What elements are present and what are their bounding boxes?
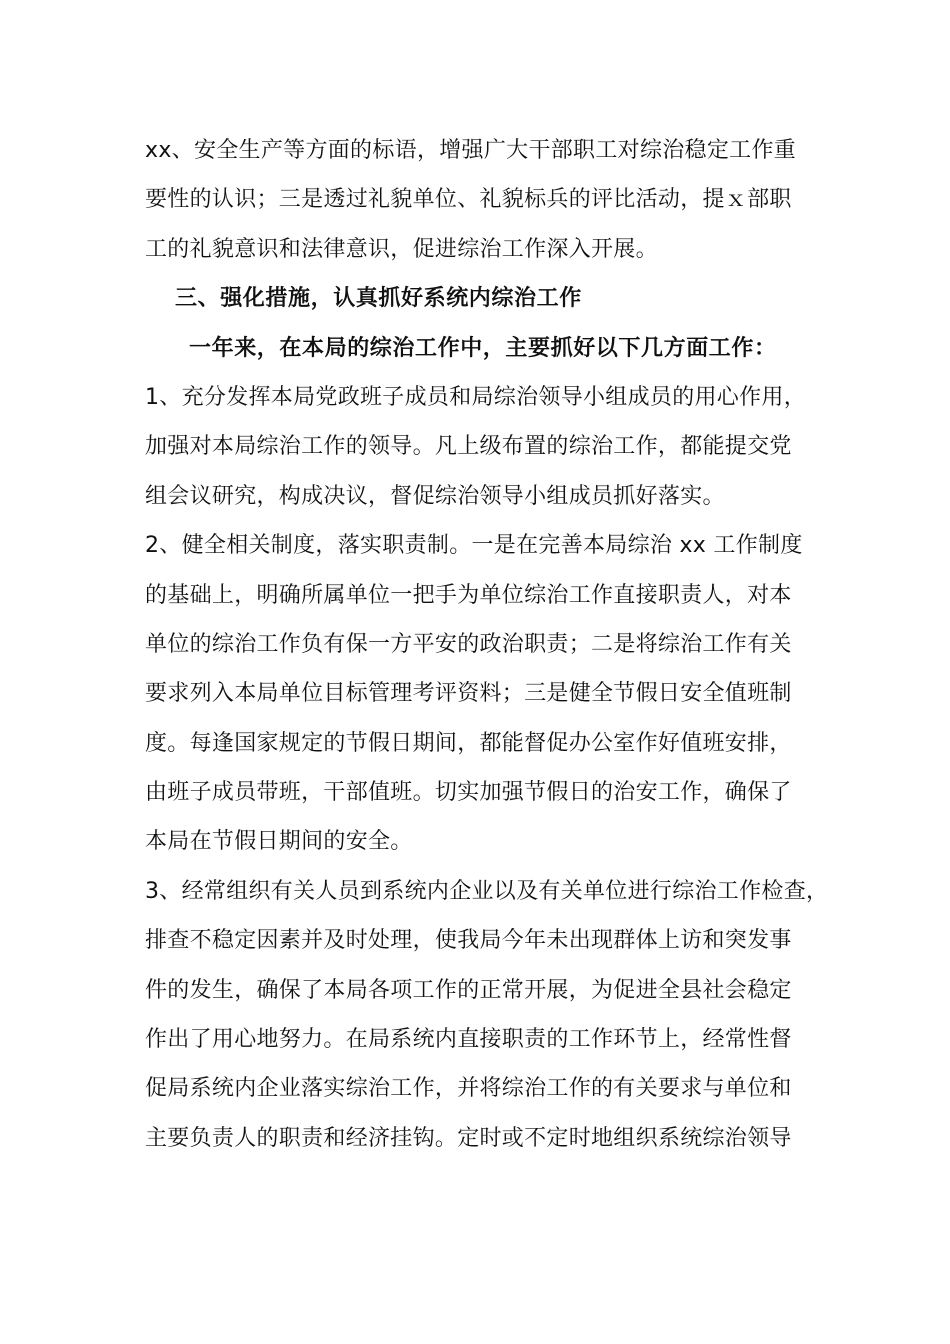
- paragraph-line: 单位的综治工作负有保一方平安的政治职责；二是将综治工作有关: [145, 631, 792, 657]
- document-body: [145, 126, 829, 1163]
- paragraph-line: 作出了用心地努力。在局系统内直接职责的工作环节上，经常性督: [145, 1027, 792, 1053]
- paragraph-line: 1、充分发挥本局党政班子成员和局综治领导小组成员的用心作用，: [145, 384, 806, 410]
- paragraph-line: 促局系统内企业落实综治工作，并将综治工作的有关要求与单位和: [145, 1076, 792, 1102]
- paragraph-line: 主要负责人的职责和经济挂钩。定时或不定时地组织系统综治领导: [145, 1125, 792, 1151]
- section-heading: 三、强化措施，认真抓好系统内综治工作: [175, 286, 582, 312]
- paragraph-line: 件的发生，确保了本局各项工作的正常开展，为促进全县社会稳定: [145, 977, 792, 1003]
- paragraph-line: 要求列入本局单位目标管理考评资料；三是健全节假日安全值班制: [145, 681, 792, 707]
- paragraph-line: xx、安全生产等方面的标语，增强广大干部职工对综治稳定工作重: [145, 138, 797, 163]
- paragraph-line: 度。每逢国家规定的节假日期间，都能督促办公室作好值班安排，: [145, 730, 792, 756]
- paragraph-line: 2、健全相关制度，落实职责制。一是在完善本局综治 xx 工作制度: [145, 533, 803, 559]
- paragraph-line: 3、经常组织有关人员到系统内企业以及有关单位进行综治工作检查，: [145, 878, 829, 904]
- section-subheading: 一年来，在本局的综治工作中，主要抓好以下几方面工作：: [189, 335, 777, 361]
- paragraph-line: 工的礼貌意识和法律意识，促进综治工作深入开展。: [145, 236, 658, 262]
- paragraph-line: 由班子成员带班，干部值班。切实加强节假日的治安工作，确保了: [145, 780, 792, 806]
- paragraph-line: 排查不稳定因素并及时处理，使我局今年未出现群体上访和突发事: [145, 928, 792, 954]
- paragraph-line: 的基础上，明确所属单位一把手为单位综治工作直接职责人，对本: [145, 582, 792, 608]
- paragraph-line: 加强对本局综治工作的领导。凡上级布置的综治工作，都能提交党: [145, 434, 792, 460]
- paragraph-line: 本局在节假日期间的安全。: [145, 829, 413, 855]
- paragraph-line: 要性的认识；三是透过礼貌单位、礼貌标兵的评比活动，提ｘ部职: [145, 187, 792, 213]
- paragraph-line: 组会议研究，构成决议，督促综治领导小组成员抓好落实。: [145, 483, 725, 509]
